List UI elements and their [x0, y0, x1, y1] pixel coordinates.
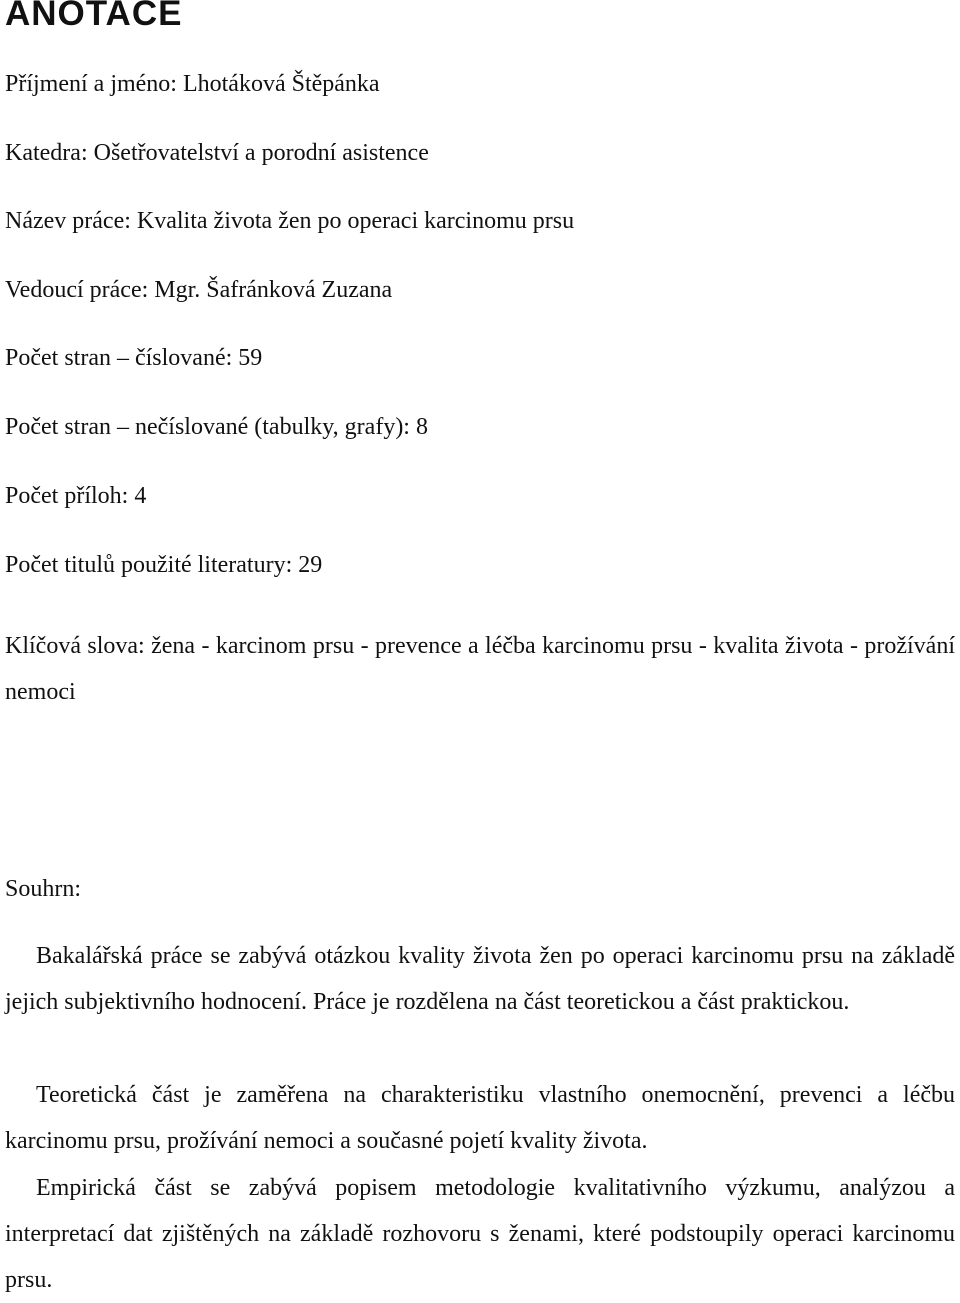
- field-unnumbered-pages: Počet stran – nečíslované (tabulky, grafy): 8: [5, 414, 428, 440]
- keywords: Klíčová slova: žena - karcinom prsu - prevence a léčba karcinomu prsu - kvalita života - prožívání nemoci: [5, 633, 955, 705]
- field-department: Katedra: Ošetřovatelství a porodní asistence: [5, 140, 429, 166]
- field-supervisor: Vedoucí práce: Mgr. Šafránková Zuzana: [5, 277, 393, 303]
- summary-paragraph-1: [5, 933, 955, 1025]
- summary-paragraph-text: Empirická část se zabývá popisem metodologie kvalitativního výzkumu, analýzou a interpretací dat zjištěných na základě rozhovoru s ženami, které podstoupily operaci karcinomu prsu.: [5, 1175, 955, 1293]
- page-title: ANOTACE: [5, 0, 183, 33]
- summary-paragraph-text: Bakalářská práce se zabývá otázkou kvality života žen po operaci karcinomu prsu na základě jejich subjektivního hodnocení. Práce je rozdělena na část teoretickou a část praktickou.: [5, 943, 955, 1015]
- field-author-name: Příjmení a jméno: Lhotáková Štěpánka: [5, 71, 380, 97]
- field-thesis-title: Název práce: Kvalita života žen po operaci karcinomu prsu: [5, 208, 575, 234]
- summary-label: Souhrn:: [5, 876, 82, 902]
- summary-paragraph-2: [5, 1072, 955, 1164]
- summary-paragraph-3: [5, 1165, 955, 1303]
- summary-paragraph-text: Teoretická část je zaměřena na charakteristiku vlastního onemocnění, prevenci a léčbu karcinomu prsu, prožívání nemoci a současné pojetí kvality života.: [5, 1082, 955, 1154]
- field-numbered-pages: Počet stran – číslované: 59: [5, 345, 263, 371]
- field-attachments-count: Počet příloh: 4: [5, 483, 147, 509]
- field-literature-count: Počet titulů použité literatury: 29: [5, 552, 323, 578]
